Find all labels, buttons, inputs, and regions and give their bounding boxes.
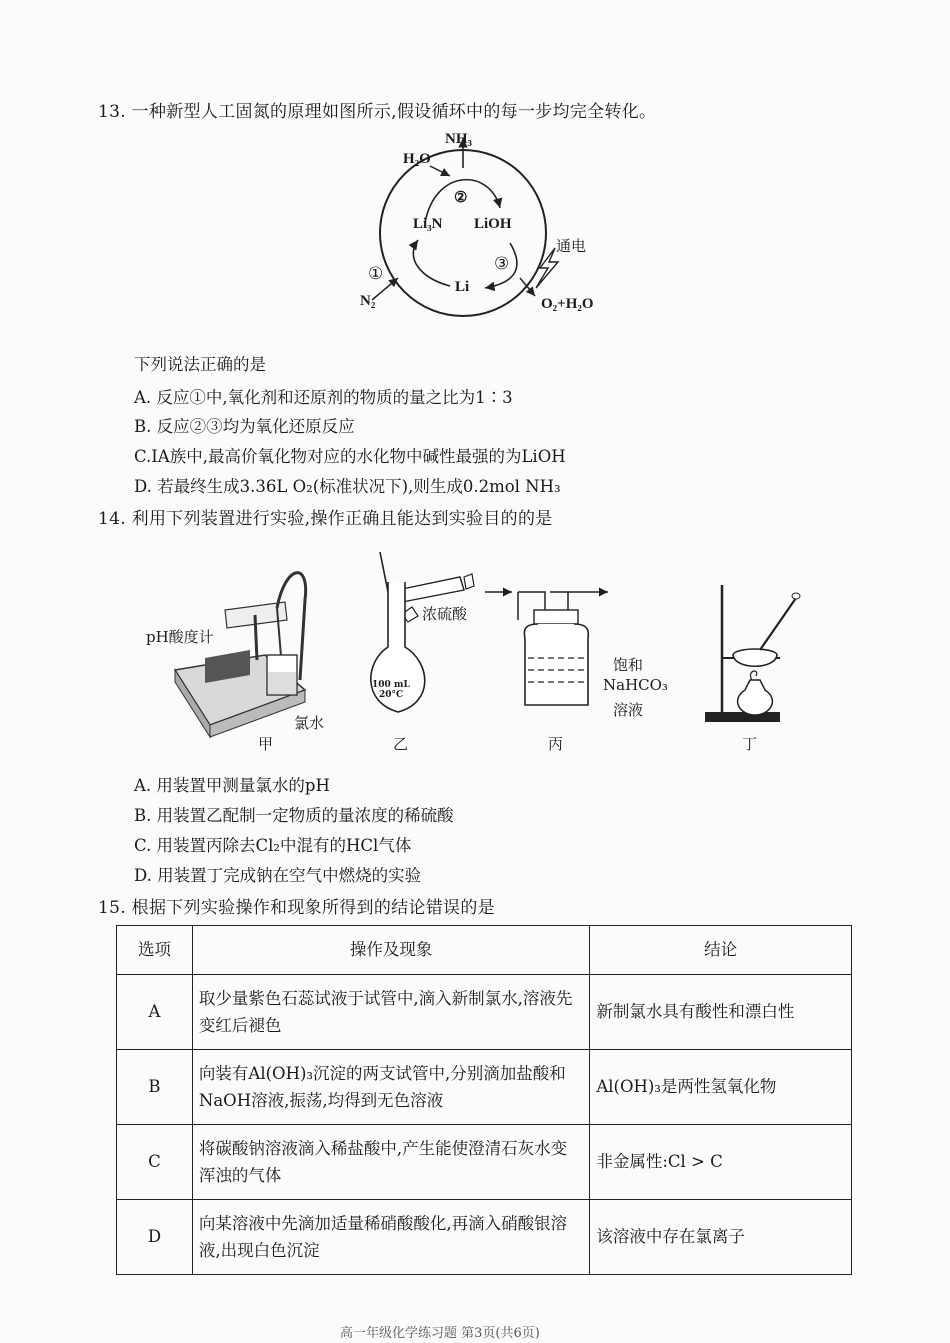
chlorine-water-label: 氯水 <box>294 714 325 732</box>
diagram-o2-h2o: O₂+H₂O <box>541 296 594 312</box>
q13-option-d: D. 若最终生成3.36L O₂(标准状况下),则生成0.2mol NH₃ <box>134 477 561 496</box>
ph-meter-label: pH酸度计 <box>146 628 214 646</box>
table-header-row <box>117 926 852 975</box>
flask-temp-label: 20°C <box>379 690 404 700</box>
row-operation: 取少量紫色石蕊试液于试管中,滴入新制氯水,溶液先变红后褪色 <box>192 975 589 1050</box>
apparatus-bing-label: 丙 <box>548 735 564 753</box>
q15-table <box>116 925 852 1275</box>
diagram-nh3: NH₃ <box>445 131 472 147</box>
diagram-step1: ① <box>368 264 384 283</box>
q13-prompt: 下列说法正确的是 <box>134 355 266 374</box>
header-conclusion: 结论 <box>590 926 852 975</box>
row-conclusion: 新制氯水具有酸性和漂白性 <box>590 975 852 1050</box>
diagram-step2: ② <box>454 190 468 206</box>
q13-option-c: C.IA族中,最高价氧化物对应的水化物中碱性最强的为LiOH <box>134 447 566 466</box>
row-option: B <box>117 1050 193 1125</box>
lightning-icon <box>536 248 558 288</box>
q14-option-d: D. 用装置丁完成钠在空气中燃烧的实验 <box>134 866 422 885</box>
q14-option-c: C. 用装置丙除去Cl₂中混有的HCl气体 <box>134 836 412 855</box>
apparatus-ding-label: 丁 <box>742 735 758 753</box>
crucible-burner-apparatus <box>700 580 810 725</box>
row-option: D <box>117 1200 193 1275</box>
diagram-step3: ③ <box>494 254 510 273</box>
q14-option-a: A. 用装置甲测量氯水的pH <box>134 776 330 795</box>
diagram-h2o: H₂O <box>403 151 431 167</box>
row-conclusion: 该溶液中存在氯离子 <box>590 1200 852 1275</box>
row-operation: 向装有Al(OH)₃沉淀的两支试管中,分别滴加盐酸和NaOH溶液,振荡,均得到无色溶液 <box>192 1050 589 1125</box>
table-row <box>117 975 852 1050</box>
diagram-tongdian: 通电 <box>556 239 587 255</box>
saturated-label: 饱和 <box>613 656 644 674</box>
diagram-li: Li <box>455 279 470 295</box>
q14-option-b: B. 用装置乙配制一定物质的量浓度的稀硫酸 <box>134 806 454 825</box>
row-operation: 将碳酸钠溶液滴入稀盐酸中,产生能使澄清石灰水变浑浊的气体 <box>192 1125 589 1200</box>
conc-sulfuric-acid-label: 浓硫酸 <box>422 605 468 623</box>
table-row <box>117 1050 852 1125</box>
q13-option-b: B. 反应②③均为氧化还原反应 <box>134 417 355 436</box>
q15-title: 15. 根据下列实验操作和现象所得到的结论错误的是 <box>98 898 495 918</box>
q14-title: 14. 利用下列装置进行实验,操作正确且能达到实验目的的是 <box>98 509 553 529</box>
q13-title: 13. 一种新型人工固氮的原理如图所示,假设循环中的每一步均完全转化。 <box>98 102 657 122</box>
q13-option-a: A. 反应①中,氧化剂和还原剂的物质的量之比为1∶3 <box>134 388 513 407</box>
row-option: C <box>117 1125 193 1200</box>
table-row <box>117 1200 852 1275</box>
page-footer: 高一年级化学练习题 第3页(共6页) <box>340 1326 540 1341</box>
row-conclusion: 非金属性:Cl > C <box>590 1125 852 1200</box>
apparatus-yi-label: 乙 <box>393 735 409 753</box>
flask-volume-label: 100 mL <box>372 680 410 690</box>
apparatus-jia-label: 甲 <box>258 735 274 753</box>
table-row <box>117 1125 852 1200</box>
header-option: 选项 <box>117 926 193 975</box>
volumetric-flask-apparatus <box>360 552 480 717</box>
nahco3-label: NaHCO₃ <box>603 676 668 694</box>
gas-washing-bottle-apparatus <box>480 580 620 710</box>
diagram-n2: N₂ <box>360 293 376 309</box>
solution-label: 溶液 <box>613 701 644 719</box>
header-operation: 操作及现象 <box>192 926 589 975</box>
row-option: A <box>117 975 193 1050</box>
diagram-lioh: LiOH <box>474 216 512 232</box>
diagram-li3n: Li₃N <box>413 216 443 232</box>
row-operation: 向某溶液中先滴加适量稀硝酸酸化,再滴入硝酸银溶液,出现白色沉淀 <box>192 1200 589 1275</box>
row-conclusion: Al(OH)₃是两性氢氧化物 <box>590 1050 852 1125</box>
